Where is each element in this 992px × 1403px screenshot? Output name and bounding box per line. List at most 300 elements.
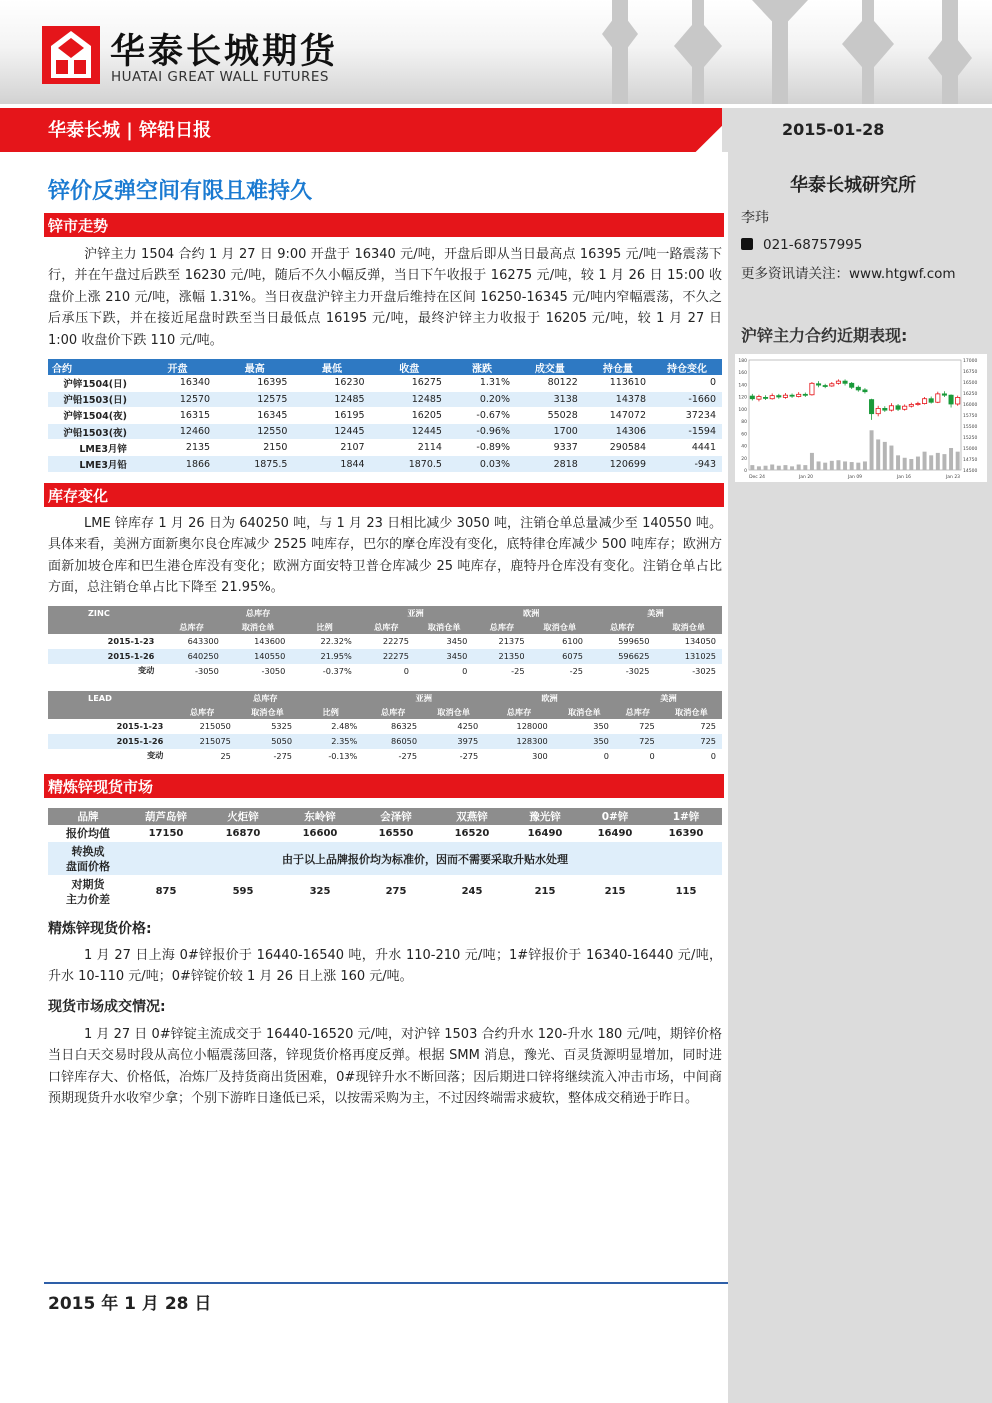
candle-body [836,381,840,383]
futures-cell: 16345 [216,407,293,423]
spot-price-cell: 16390 [668,828,704,839]
stock-cell: 5325 [271,721,293,732]
volume-bar [942,454,946,470]
y-left-tick-label: 160 [738,371,747,377]
stock-cell: 6075 [531,649,589,664]
y-left-tick-label: 20 [741,456,747,462]
futures-cell: 4441 [652,440,722,456]
spot-convert-row [48,842,722,875]
volume-bar [856,463,860,470]
candle-body [797,394,801,396]
futures-cell: 55028 [516,407,584,423]
y-left-tick-label: 100 [738,407,747,413]
stock-group-header-row [48,691,722,705]
stock-metal-label: LEAD [48,691,167,705]
futures-cell: -943 [652,456,722,472]
zinc-stock-table [48,606,722,678]
section-title-spot: 精炼锌现货市场 [48,778,154,796]
stock-cell: 640250 [158,649,224,664]
stock-cell: 128300 [484,734,554,749]
futures-row [48,424,722,440]
stock-row [48,734,722,749]
futures-cell: 2114 [371,440,448,456]
futures-cell: LME3月锌 [48,440,139,456]
footer-date: 2015 年 1 月 28 日 [48,1294,212,1314]
stock-cell: 2015-1-26 [48,649,158,664]
spot-price-cell: 16550 [378,828,414,839]
futures-cell: LME3月铅 [48,456,139,472]
futures-cell: 16195 [293,407,370,423]
stock-row [48,649,722,664]
brand-name-cn: 华泰长城期货 [110,32,339,72]
spot-price-cell: 17150 [148,828,184,839]
candle-body [810,383,814,394]
stock-sub-header: 取消仓单 [237,705,298,719]
y-left-tick-label: 140 [738,383,747,389]
volume-bar [830,461,834,470]
futures-cell: -0.89% [448,440,516,456]
futures-cell: 12575 [216,391,293,407]
stock-cell: 6100 [562,636,583,647]
candle-body [936,394,940,402]
spot-header-cell: 1#锌 [650,808,722,825]
volume-bar [863,461,867,470]
futures-cell: 0.03% [448,456,516,472]
stock-cell: -3050 [261,665,286,676]
spot-header-cell: 豫光锌 [510,808,580,825]
volume-bar [929,455,933,470]
stock-cell: 86050 [363,734,423,749]
futures-header-cell: 涨跌 [448,359,516,375]
futures-header-cell: 合约 [48,359,139,375]
futures-cell: 113610 [584,375,652,391]
candle-body [883,408,887,410]
candle-body [816,384,820,385]
y-right-tick-label: 15500 [963,425,978,430]
stock-cell: -25 [569,665,583,676]
stock-cell: 725 [615,734,661,749]
futures-cell: -1594 [652,424,722,440]
stock-cell: 3450 [415,649,473,664]
futures-row [48,407,722,423]
stock-group-header: 总库存 [167,691,363,705]
volume-bar [870,430,874,470]
report-date: 2015-01-28 [782,120,885,139]
futures-cell: 290584 [584,440,652,456]
stock-cell: 5050 [237,734,298,749]
candle-body [896,406,900,410]
spot-header-cell: 会泽锌 [358,808,434,825]
volume-bar [956,452,960,470]
stock-row [48,664,722,679]
stock-sub-header [48,620,158,634]
stock-cell: -3050 [195,665,219,676]
volume-bar [777,466,781,470]
futures-cell: 14378 [584,391,652,407]
candle-body [956,397,960,404]
stock-cell: 变动 [137,665,155,676]
futures-cell: -0.67% [448,407,516,423]
candle-body [863,390,867,392]
stock-cell: 2015-1-26 [48,734,167,749]
spot-price-table [48,808,722,908]
stock-cell: 21350 [473,649,530,664]
futures-cell: 16340 [139,375,216,391]
spot-row-label [48,842,128,875]
stock-cell: -3025 [625,665,650,676]
spot-row-label: 报价均值 [66,827,110,840]
volume-bar [923,452,927,470]
futures-cell: 12550 [216,424,293,440]
y-left-tick-label: 180 [738,359,747,364]
futures-cell: 1875.5 [216,456,293,472]
stock-cell: -3025 [692,665,716,676]
y-right-tick-label: 14750 [963,458,978,463]
y-left-tick-label: 40 [741,444,747,450]
stock-sub-header: 取消仓单 [661,705,722,719]
volume-bar [889,446,893,470]
report-title: 华泰长城 | 锌铅日报 [48,120,212,141]
candle-body [942,394,946,395]
spot-price-paragraph-text: 1 月 27 日上海 0#锌报价于 16440-16540 吨，升水 110-210 元/吨；1#锌报价于 16340-16440 元/吨，升水 10-110 元/吨；0#锌锭价较 1 月 26 日上涨 160 元/吨。 [48,948,722,985]
stock-group-header: 欧洲 [473,606,589,620]
stock-group-header: 总库存 [158,606,357,620]
stock-cell: 0 [710,750,716,761]
candle-body [889,406,893,410]
y-left-tick-label: 80 [741,420,747,426]
volume-bar [770,465,774,471]
stock-cell: 300 [532,750,548,761]
candle-body [763,397,767,398]
futures-table [48,359,722,473]
spot-spread-cell: 595 [232,886,254,897]
futures-cell: 2135 [139,440,216,456]
volume-bar [750,465,754,470]
stock-cell: 725 [700,721,716,732]
candle-body [869,400,873,414]
stock-group-header-row [48,606,722,620]
futures-header-cell: 持仓变化 [652,359,722,375]
stock-cell: 22275 [358,649,415,664]
stock-cell: 3975 [423,734,484,749]
stock-cell: 131025 [655,649,722,664]
stock-row [48,719,722,734]
stock-cell: 350 [554,734,615,749]
futures-header-cell: 收盘 [371,359,448,375]
futures-header-cell: 开盘 [139,359,216,375]
futures-cell: 37234 [652,407,722,423]
spot-spread-cell: 215 [604,886,626,897]
spot-spread-row [48,875,722,908]
futures-cell: 12445 [371,424,448,440]
y-left-tick-label: 120 [738,395,747,401]
spot-spread-cell: 245 [461,886,483,897]
spot-spread-cell: 215 [534,886,556,897]
brand-name-en: HUATAI GREAT WALL FUTURES [111,69,329,85]
futures-cell: 沪铅1503(夜) [48,424,139,440]
stock-sub-header: 总库存 [615,705,661,719]
stock-cell: 0 [603,750,609,761]
stock-sub-header-row [48,620,722,634]
header-decoration [572,0,992,104]
stock-sub-header: 总库存 [589,620,655,634]
futures-header-cell: 成交量 [516,359,584,375]
spot-price-cell: 16870 [225,828,261,839]
volume-bar [757,466,761,470]
stock-sub-header [48,705,167,719]
futures-cell: 2107 [293,440,370,456]
futures-row [48,375,722,391]
section-title-market: 锌市走势 [48,217,109,235]
spot-header-row [48,808,722,825]
stock-cell: 143600 [254,636,286,647]
y-right-tick-label: 15750 [963,414,978,419]
stock-cell: 4250 [457,721,479,732]
y-right-tick-label: 17000 [963,359,978,364]
y-left-tick-label: 60 [741,432,747,438]
stock-sub-header: 总库存 [167,705,237,719]
stock-cell: 134050 [684,636,716,647]
candle-body [949,395,953,404]
futures-cell: 9337 [516,440,584,456]
stock-sub-header: 比例 [298,705,363,719]
volume-bar [843,461,847,470]
stock-group-header: 亚洲 [363,691,484,705]
stock-sub-header: 取消仓单 [415,620,473,634]
stock-cell: 22275 [382,636,409,647]
futures-row [48,456,722,472]
chart-plot-area [749,360,961,470]
stock-cell: 变动 [146,750,164,761]
stock-metal-label: ZINC [48,606,158,620]
futures-cell: 1844 [293,456,370,472]
volume-bar [790,466,794,470]
market-paragraph [48,244,722,351]
volume-bar [876,439,880,470]
stock-cell: 725 [639,721,655,732]
spot-trade-heading: 现货市场成交情况: [48,999,166,1015]
stock-row [48,749,722,764]
stock-cell: -25 [511,665,525,676]
futures-cell: 3138 [516,391,584,407]
candle-body [909,404,913,406]
spot-price-cell: 16520 [454,828,490,839]
stock-sub-header-row [48,705,722,719]
footer-divider [44,1282,728,1284]
stock-sub-header: 取消仓单 [655,620,722,634]
stock-group-header: 美洲 [589,606,722,620]
futures-cell: 1866 [139,456,216,472]
page-header [0,0,992,104]
volume-bar [817,461,821,470]
chart-title: 沪锌主力合约近期表现: [741,326,908,345]
volume-bar [810,453,814,470]
volume-bar [803,465,807,470]
stock-cell: 140550 [225,649,291,664]
futures-cell: -0.96% [448,424,516,440]
stock-group-header: 欧洲 [484,691,615,705]
institute-name: 华泰长城研究所 [790,175,916,196]
stock-cell: 2.48% [331,721,358,732]
spot-header-cell: 火炬锌 [204,808,282,825]
spot-row-label-line: 转换成 [71,844,105,858]
stock-sub-header: 取消仓单 [225,620,291,634]
stock-cell: -0.13% [328,750,358,761]
stock-cell: 215075 [167,734,237,749]
phone-icon [741,238,753,250]
futures-cell: 沪锌1504(夜) [48,407,139,423]
stock-cell: 21375 [498,636,525,647]
section-bar-inventory [44,483,724,507]
stock-sub-header: 取消仓单 [531,620,589,634]
candle-body [777,396,781,397]
spot-price-cell: 16490 [597,828,633,839]
volume-bar [850,462,854,470]
candle-body [830,384,834,386]
y-right-tick-label: 16250 [963,392,978,397]
x-tick-label: Jan 20 [798,475,814,480]
section-title-inventory: 库存变化 [48,487,109,505]
website-line[interactable]: 更多资讯请关注：www.htgwf.com [741,266,956,282]
x-tick-label: Jan 23 [945,475,961,480]
candle-body [803,394,807,395]
futures-cell: 1870.5 [371,456,448,472]
futures-cell: 沪铅1503(日) [48,391,139,407]
spot-spread-cell: 115 [675,886,697,897]
volume-bar [916,457,920,470]
candle-body [916,404,920,405]
stock-cell: 350 [593,721,609,732]
futures-cell: 12570 [139,391,216,407]
spot-trade-paragraph-text: 1 月 27 日 0#锌锭主流成交于 16440-16520 元/吨，对沪锌 1503 合约升水 120-升水 180 元/吨，期锌价格当日白天交易时段从高位小幅震荡回落，锌现货价格再度反弹。根据 SMM 消息，豫光、百灵货源明显增加，同时进口锌库存大、价格低，冶炼厂及持货商出货困难，0#现锌升水不断回落；因后期进口锌将继续流入冲击市场，中间商预期现货升水收窄少拿；个别下游昨日逢低已采，以按需采购为主，不过因终端需求疲软，整体成交稍逊于昨日。 [48,1027,722,1107]
futures-cell: 沪锌1504(日) [48,375,139,391]
spot-trade-paragraph [48,1024,722,1110]
candle-body [790,395,794,396]
spot-row-label-line: 对期货 [71,877,105,891]
spot-price-cell: 16490 [527,828,563,839]
stock-sub-header: 总库存 [363,705,423,719]
futures-cell: 1.31% [448,375,516,391]
volume-bar [936,453,940,470]
futures-cell: 16315 [139,407,216,423]
spot-price-row [48,825,722,842]
spot-price-paragraph [48,945,722,988]
stock-cell: 128000 [516,721,548,732]
stock-cell: -275 [398,750,418,761]
futures-cell: 80122 [516,375,584,391]
candle-body [850,383,854,387]
candle-body [823,386,827,387]
section-bar-spot [44,774,724,798]
spot-row-label-line: 主力价差 [66,892,110,906]
stock-cell: 22.32% [320,636,352,647]
candle-body [843,381,847,383]
stock-sub-header: 总库存 [473,620,530,634]
candle-body [922,399,926,404]
candle-body [929,399,933,403]
stock-cell: 0 [649,750,655,761]
futures-header-cell: 最高 [216,359,293,375]
stock-cell: 21.95% [291,649,357,664]
futures-row [48,440,722,456]
stock-cell: 25 [220,750,231,761]
volume-bar [883,442,887,470]
stock-sub-header: 比例 [291,620,357,634]
stock-cell: 0 [403,665,409,676]
stock-sub-header: 取消仓单 [423,705,484,719]
spot-header-cell: 品牌 [48,808,128,825]
stock-cell: 596625 [589,649,655,664]
candle-body [757,397,761,400]
spot-convert-note: 由于以上品牌报价均为标准价，因而不需要采取升贴水处理 [128,842,722,875]
futures-header-cell: 持仓量 [584,359,652,375]
stock-cell: 2015-1-23 [116,721,164,732]
volume-bar [764,466,768,470]
futures-header-cell: 最低 [293,359,370,375]
stock-cell: -0.37% [322,665,352,676]
volume-bar [949,448,953,470]
stock-cell: 643300 [187,636,219,647]
stock-cell: -275 [273,750,293,761]
lead-stock-table [48,691,722,763]
spot-spread-cell: 275 [385,886,407,897]
volume-bar [909,459,913,470]
spot-price-heading: 精炼锌现货价格: [48,921,152,937]
spot-row-label [48,875,128,908]
inventory-paragraph-text: LME 锌库存 1 月 26 日为 640250 吨，与 1 月 23 日相比减少 3050 吨，注销仓单总量减少至 140550 吨。具体来看，美洲方面新奥尔良仓库减少 2525 吨库存，巴尔的摩仓库没有变化，底特律仓库减少 500 吨库存；欧洲方面新加坡仓库和巴生港仓库没有变化；欧洲方面安特卫普仓库减少 25 吨库存，鹿特丹仓库没有变化。注销仓单占比方面，总注销仓单占比下降至 21.95%。 [48,516,722,596]
phone-number: 021-68757995 [763,237,863,253]
candle-body [876,408,880,413]
candle-body [783,395,787,397]
spot-spread-cell: 325 [309,886,331,897]
futures-cell: 0.20% [448,391,516,407]
stock-cell: 2015-1-23 [107,636,155,647]
stock-cell: -275 [459,750,479,761]
stock-group-header: 美洲 [615,691,722,705]
futures-cell: -1660 [652,391,722,407]
futures-cell: 14306 [584,424,652,440]
candle-body [903,406,907,409]
stock-sub-header: 总库存 [484,705,554,719]
stock-cell: 3450 [446,636,468,647]
spot-spread-cell: 875 [155,886,177,897]
futures-cell: 120699 [584,456,652,472]
spot-header-cell: 葫芦岛锌 [128,808,204,825]
stock-sub-header: 总库存 [358,620,415,634]
spot-header-cell: 双燕锌 [434,808,510,825]
volume-bar [797,465,801,471]
x-tick-label: Dec 24 [749,475,765,480]
phone-line [741,237,862,253]
volume-bar [823,463,827,470]
futures-cell: 0 [652,375,722,391]
candle-body [750,396,754,399]
section-bar-market [44,213,724,237]
futures-cell: 12445 [293,424,370,440]
volume-bar [836,460,840,470]
stock-cell: 2.35% [298,734,363,749]
volume-bar [783,465,787,470]
volume-bar [896,455,900,470]
stock-group-header: 亚洲 [358,606,474,620]
stock-cell: 0 [462,665,468,676]
y-right-tick-label: 16500 [963,381,978,386]
y-right-tick-label: 16000 [963,403,978,408]
candle-body [856,387,860,390]
futures-cell: 2150 [216,440,293,456]
candlestick-chart [735,354,987,482]
spot-header-cell: 0#锌 [580,808,650,825]
